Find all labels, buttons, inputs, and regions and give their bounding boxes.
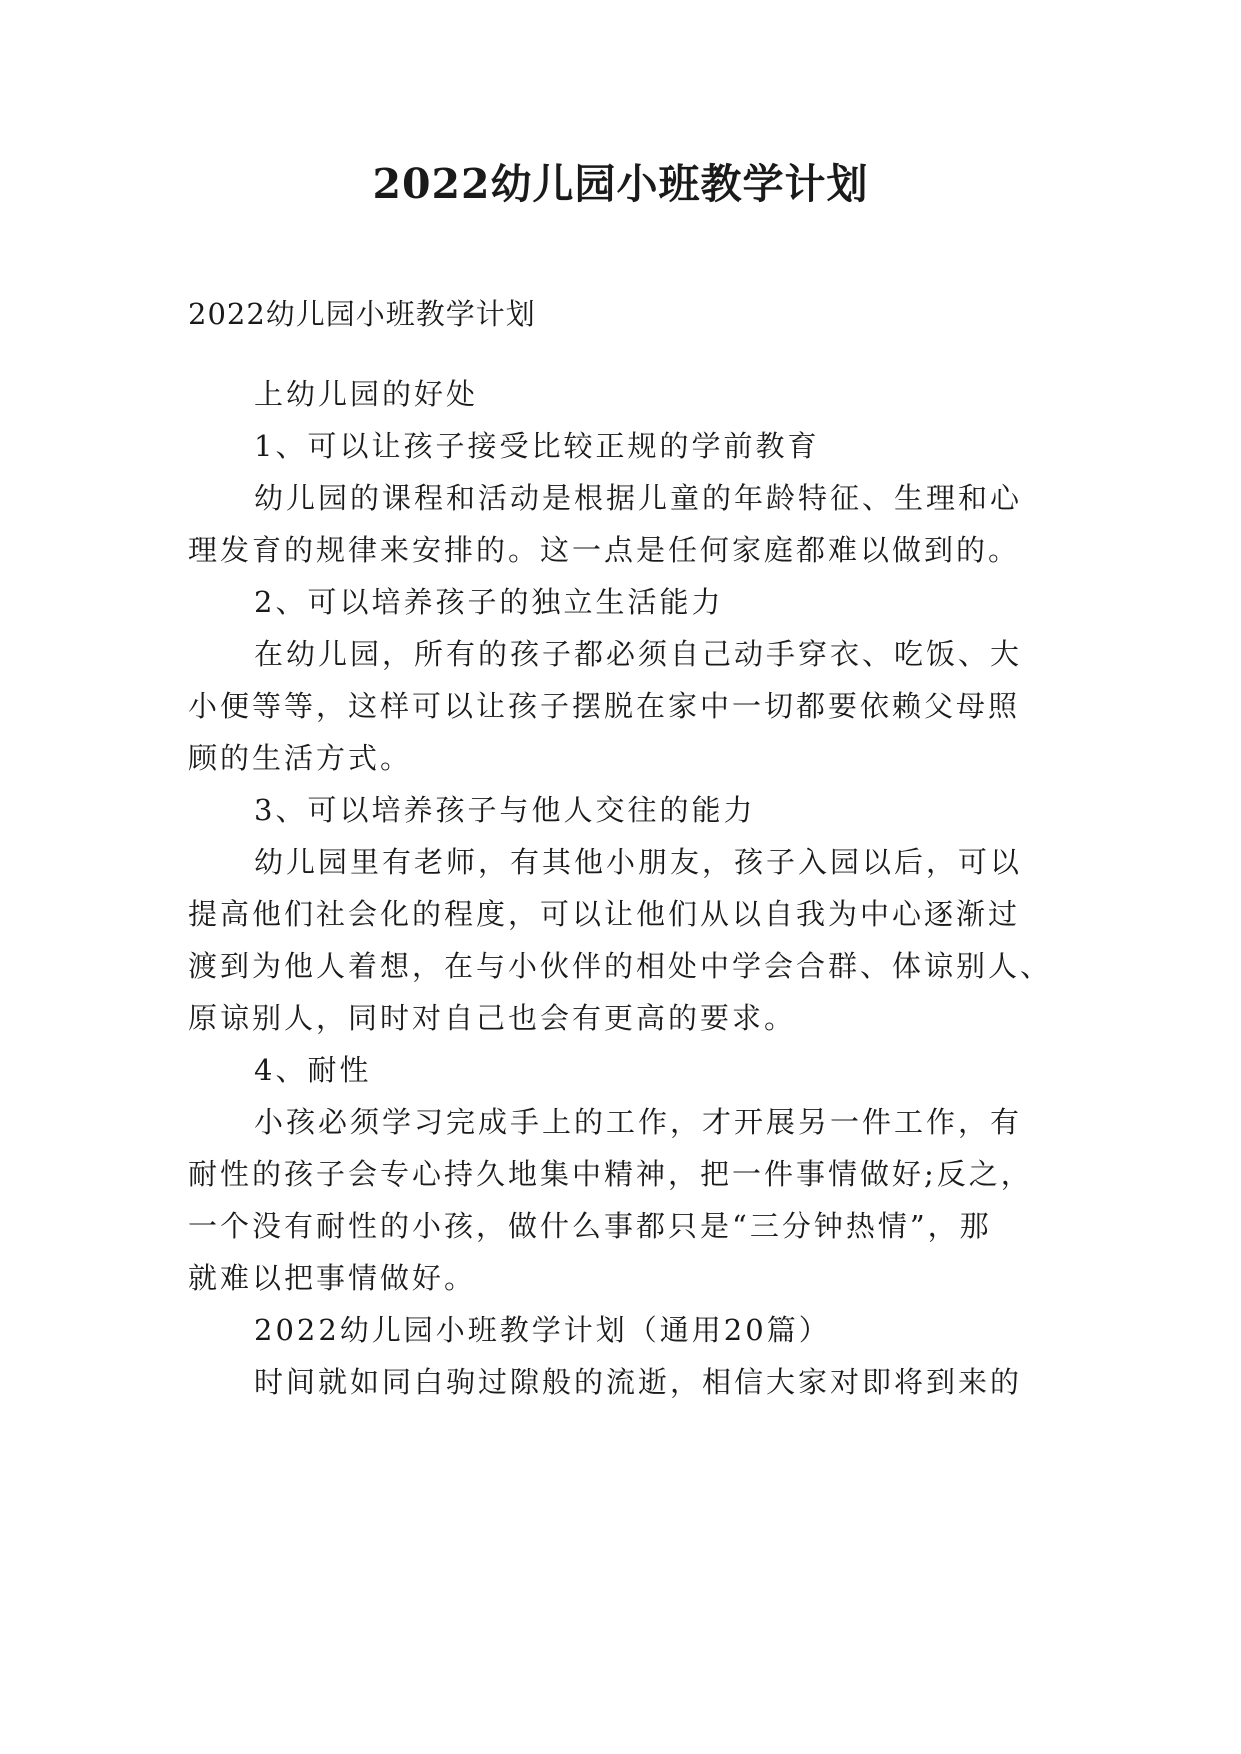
paragraph-line: 渡到为他人着想，在与小伙伴的相处中学会合群、体谅别人、 [188, 949, 1053, 983]
paragraph-heading-1: 1、可以让孩子接受比较正规的学前教育 [254, 429, 820, 463]
document-title: 2022幼儿园小班教学计划 [372, 160, 869, 208]
paragraph-line: 顾的生活方式。 [188, 741, 413, 775]
paragraph-line: 理发育的规律来安排的。这一点是任何家庭都难以做到的。 [188, 533, 1021, 567]
paragraph-heading-4: 4、耐性 [254, 1053, 372, 1087]
paragraph-line: 耐性的孩子会专心持久地集中精神，把一件事情做好;反之， [188, 1157, 1033, 1191]
paragraph-heading-3: 3、可以培养孩子与他人交往的能力 [254, 793, 756, 827]
paragraph-heading-2: 2、可以培养孩子的独立生活能力 [254, 585, 724, 619]
paragraph-line: 时间就如同白驹过隙般的流逝，相信大家对即将到来的 [254, 1365, 1023, 1399]
paragraph-line: 小孩必须学习完成手上的工作，才开展另一件工作，有 [254, 1105, 1023, 1139]
paragraph-line: 小便等等，这样可以让孩子摆脱在家中一切都要依赖父母照 [188, 689, 1021, 723]
section-heading-plan: 2022幼儿园小班教学计划（通用20篇） [254, 1313, 831, 1347]
paragraph-line: 幼儿园的课程和活动是根据儿童的年龄特征、生理和心 [254, 481, 1023, 515]
paragraph-line: 就难以把事情做好。 [188, 1261, 477, 1295]
paragraph-line: 原谅别人，同时对自己也会有更高的要求。 [188, 1001, 797, 1035]
paragraph-heading-benefits: 上幼儿园的好处 [254, 377, 479, 411]
paragraph-line: 一个没有耐性的小孩，做什么事都只是“三分钟热情”，那 [188, 1209, 992, 1243]
paragraph-line: 幼儿园里有老师，有其他小朋友，孩子入园以后，可以 [254, 845, 1023, 879]
paragraph-line: 在幼儿园，所有的孩子都必须自己动手穿衣、吃饭、大 [254, 637, 1023, 671]
paragraph-line: 提高他们社会化的程度，可以让他们从以自我为中心逐渐过 [188, 897, 1021, 931]
document-subtitle: 2022幼儿园小班教学计划 [188, 297, 536, 331]
